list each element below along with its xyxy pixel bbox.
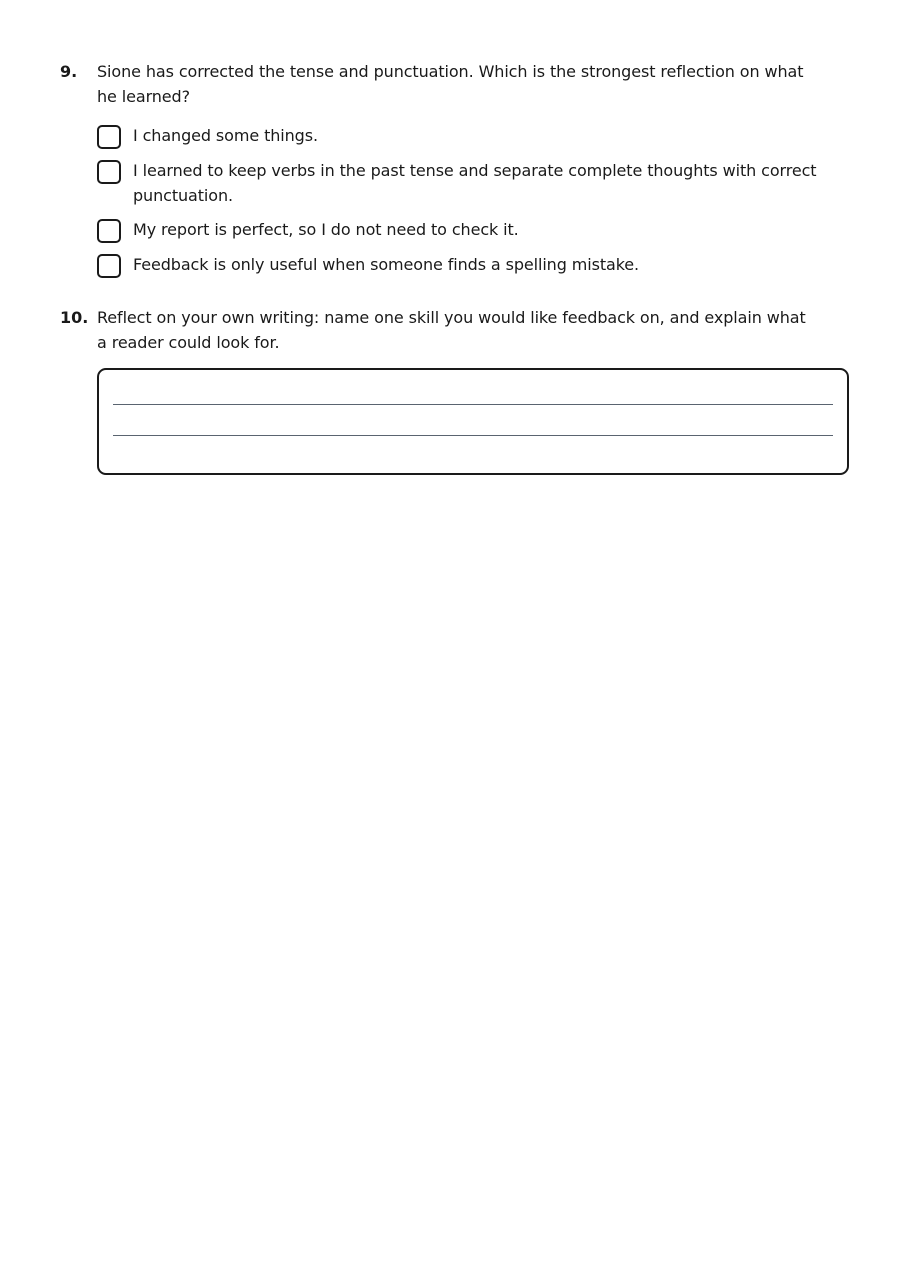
written-answer-box[interactable]	[97, 368, 849, 475]
question-text: Reflect on your own writing: name one skill you would like feedback on, and explain what a reader could look for.	[97, 308, 806, 352]
question-text: Sione has corrected the tense and punctuation. Which is the strongest reflection on what he learned?	[97, 62, 804, 106]
question-10-stem	[60, 305, 820, 355]
question-number: 9.	[60, 62, 78, 81]
option-4-label: Feedback is only useful when someone finds a spelling mistake.	[133, 255, 640, 274]
question-10	[60, 305, 820, 355]
option-4	[97, 252, 820, 278]
question-number: 10.	[60, 308, 89, 327]
answer-options	[97, 123, 820, 278]
option-1-checkbox[interactable]	[97, 125, 121, 149]
option-1	[97, 123, 820, 149]
option-3-label: My report is perfect, so I do not need to check it.	[133, 220, 519, 239]
option-3	[97, 217, 820, 243]
option-2	[97, 158, 820, 208]
option-2-checkbox[interactable]	[97, 160, 121, 184]
question-9-stem	[60, 59, 820, 109]
option-4-checkbox[interactable]	[97, 254, 121, 278]
option-1-label: I changed some things.	[133, 126, 318, 145]
question-9	[60, 59, 820, 287]
answer-line-2	[113, 435, 833, 436]
option-3-checkbox[interactable]	[97, 219, 121, 243]
answer-line-1	[113, 404, 833, 405]
option-2-label: I learned to keep verbs in the past tense and separate complete thoughts with correct punctuation.	[133, 161, 817, 205]
